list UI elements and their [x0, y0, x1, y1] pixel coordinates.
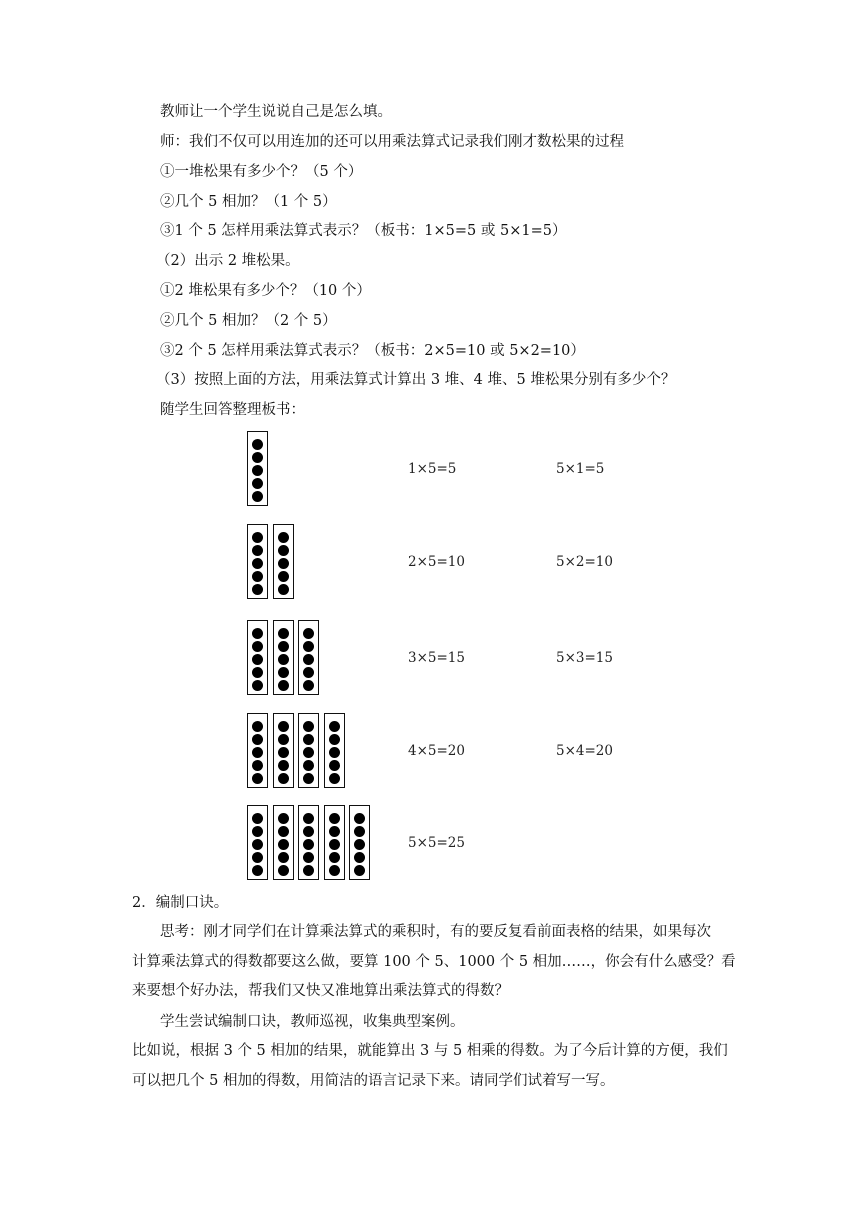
- equation-right: 5×3=15: [556, 649, 613, 666]
- pine-cone-dot: [303, 721, 314, 732]
- pine-cone-dot: [278, 680, 289, 691]
- equation-left: 4×5=20: [408, 742, 465, 759]
- pine-cone-dot: [354, 852, 365, 863]
- pine-cone-dot: [303, 667, 314, 678]
- pine-cone-dot: [252, 584, 263, 595]
- pine-cone-dot: [278, 558, 289, 569]
- line-2: 师：我们不仅可以用连加的还可以用乘法算式记录我们刚才数松果的过程: [160, 134, 624, 150]
- pine-cone-dot: [252, 545, 263, 556]
- pine-cone-dot: [252, 734, 263, 745]
- pine-cone-dot: [252, 654, 263, 665]
- pine-cone-dot: [354, 826, 365, 837]
- pile-box: [324, 805, 345, 880]
- line-5: ③1 个 5 怎样用乘法算式表示？（板书：1×5=5 或 5×1=5）: [160, 223, 567, 239]
- para-2: 计算乘法算式的得数都要这么做，要算 100 个 5、1000 个 5 相加……，你会有什么感受？看: [132, 954, 736, 970]
- pine-cone-dot: [252, 839, 263, 850]
- pine-cone-dot: [329, 773, 340, 784]
- para-1: 思考：刚才同学们在计算乘法算式的乘积时，有的要反复看前面表格的结果，如果每次: [160, 924, 711, 940]
- pine-cone-dot: [252, 478, 263, 489]
- pine-cone-dot: [329, 813, 340, 824]
- pile-box: [273, 805, 294, 880]
- pine-cone-dot: [329, 852, 340, 863]
- section-heading: 2．编制口诀。: [132, 895, 229, 911]
- pine-cone-dot: [278, 571, 289, 582]
- pine-cone-dot: [278, 667, 289, 678]
- pine-cone-dot: [354, 839, 365, 850]
- pine-cone-dot: [252, 558, 263, 569]
- pine-cone-dot: [252, 852, 263, 863]
- pine-cone-dot: [278, 654, 289, 665]
- pile-box: [247, 524, 268, 599]
- pile-box: [273, 524, 294, 599]
- pine-cone-dot: [278, 584, 289, 595]
- equation-left: 2×5=10: [408, 553, 465, 570]
- pine-cone-dot: [303, 734, 314, 745]
- para-3: 来要想个好办法，帮我们又快又准地算出乘法算式的得数？: [132, 983, 509, 999]
- equation-right: 5×2=10: [556, 553, 613, 570]
- pine-cone-dot: [278, 760, 289, 771]
- pine-cone-dot: [329, 734, 340, 745]
- pine-cone-dot: [252, 465, 263, 476]
- pine-cone-dot: [252, 721, 263, 732]
- pine-cone-dot: [354, 865, 365, 876]
- pine-cone-dot: [303, 760, 314, 771]
- pine-cone-dot: [278, 532, 289, 543]
- pile-box: [247, 431, 268, 506]
- pile-box: [298, 805, 319, 880]
- pile-box: [273, 620, 294, 695]
- pine-cone-dot: [252, 813, 263, 824]
- pine-cone-dot: [252, 571, 263, 582]
- pile-box: [298, 620, 319, 695]
- pine-cone-dot: [303, 773, 314, 784]
- pine-cone-dot: [278, 545, 289, 556]
- pine-cone-dot: [252, 452, 263, 463]
- pine-cone-dot: [329, 826, 340, 837]
- pine-cone-dot: [252, 865, 263, 876]
- para-4: 学生尝试编制口诀，教师巡视，收集典型案例。: [160, 1014, 465, 1030]
- line-9: ③2 个 5 怎样用乘法算式表示？（板书：2×5=10 或 5×2=10）: [160, 343, 585, 359]
- line-8: ②几个 5 相加？（2 个 5）: [160, 313, 337, 329]
- pine-cone-dot: [278, 641, 289, 652]
- pile-box: [273, 713, 294, 788]
- pine-cone-dot: [278, 813, 289, 824]
- pine-cone-dot: [278, 865, 289, 876]
- pine-cone-dot: [303, 680, 314, 691]
- pine-cone-dot: [252, 491, 263, 502]
- pine-cone-dot: [303, 654, 314, 665]
- pile-box: [247, 620, 268, 695]
- line-7: ①2 堆松果有多少个？（10 个）: [160, 283, 371, 299]
- pine-cone-dot: [278, 734, 289, 745]
- pine-cone-dot: [303, 641, 314, 652]
- pine-cone-dot: [278, 747, 289, 758]
- pine-cone-dot: [329, 865, 340, 876]
- equation-right: 5×1=5: [556, 460, 605, 477]
- pine-cone-dot: [329, 760, 340, 771]
- equation-left: 5×5=25: [408, 834, 465, 851]
- pine-cone-dot: [252, 667, 263, 678]
- pine-cone-dot: [278, 839, 289, 850]
- pine-cone-dot: [303, 813, 314, 824]
- pine-cone-dot: [303, 826, 314, 837]
- pine-cone-dot: [278, 721, 289, 732]
- equation-right: 5×4=20: [556, 742, 613, 759]
- pine-cone-dot: [303, 839, 314, 850]
- pine-cone-dot: [303, 865, 314, 876]
- pine-cone-dot: [303, 852, 314, 863]
- pine-cone-dot: [278, 826, 289, 837]
- pine-cone-dot: [252, 773, 263, 784]
- pine-cone-dot: [278, 852, 289, 863]
- line-3: ①一堆松果有多少个？（5 个）: [160, 164, 363, 180]
- pine-cone-dot: [354, 813, 365, 824]
- pile-box: [247, 805, 268, 880]
- pine-cone-dot: [252, 680, 263, 691]
- para-6: 可以把几个 5 相加的得数，用简洁的语言记录下来。请同学们试着写一写。: [132, 1073, 615, 1089]
- line-1: 教师让一个学生说说自己是怎么填。: [160, 104, 392, 120]
- pile-box: [247, 713, 268, 788]
- pine-cone-dot: [252, 628, 263, 639]
- pine-cone-dot: [329, 839, 340, 850]
- pine-cone-dot: [303, 747, 314, 758]
- pine-cone-dot: [329, 747, 340, 758]
- equation-left: 1×5=5: [408, 460, 457, 477]
- pine-cone-dot: [252, 760, 263, 771]
- line-6: （2）出示 2 堆松果。: [156, 253, 300, 269]
- pine-cone-dot: [303, 628, 314, 639]
- pine-cone-dot: [252, 641, 263, 652]
- pile-box: [349, 805, 370, 880]
- pine-cone-dot: [252, 532, 263, 543]
- para-5: 比如说，根据 3 个 5 相加的结果，就能算出 3 与 5 相乘的得数。为了今后计算的方便，我们: [132, 1043, 728, 1059]
- line-10: （3）按照上面的方法，用乘法算式计算出 3 堆、4 堆、5 堆松果分别有多少个？: [156, 372, 676, 388]
- pile-box: [324, 713, 345, 788]
- pine-cone-dot: [278, 628, 289, 639]
- pine-cone-dot: [278, 773, 289, 784]
- line-4: ②几个 5 相加？（1 个 5）: [160, 194, 337, 210]
- pine-cone-dot: [329, 721, 340, 732]
- pine-cone-dot: [252, 826, 263, 837]
- pile-box: [298, 713, 319, 788]
- pine-cone-dot: [252, 439, 263, 450]
- pine-cone-dot: [252, 747, 263, 758]
- equation-left: 3×5=15: [408, 649, 465, 666]
- line-11: 随学生回答整理板书：: [160, 402, 305, 418]
